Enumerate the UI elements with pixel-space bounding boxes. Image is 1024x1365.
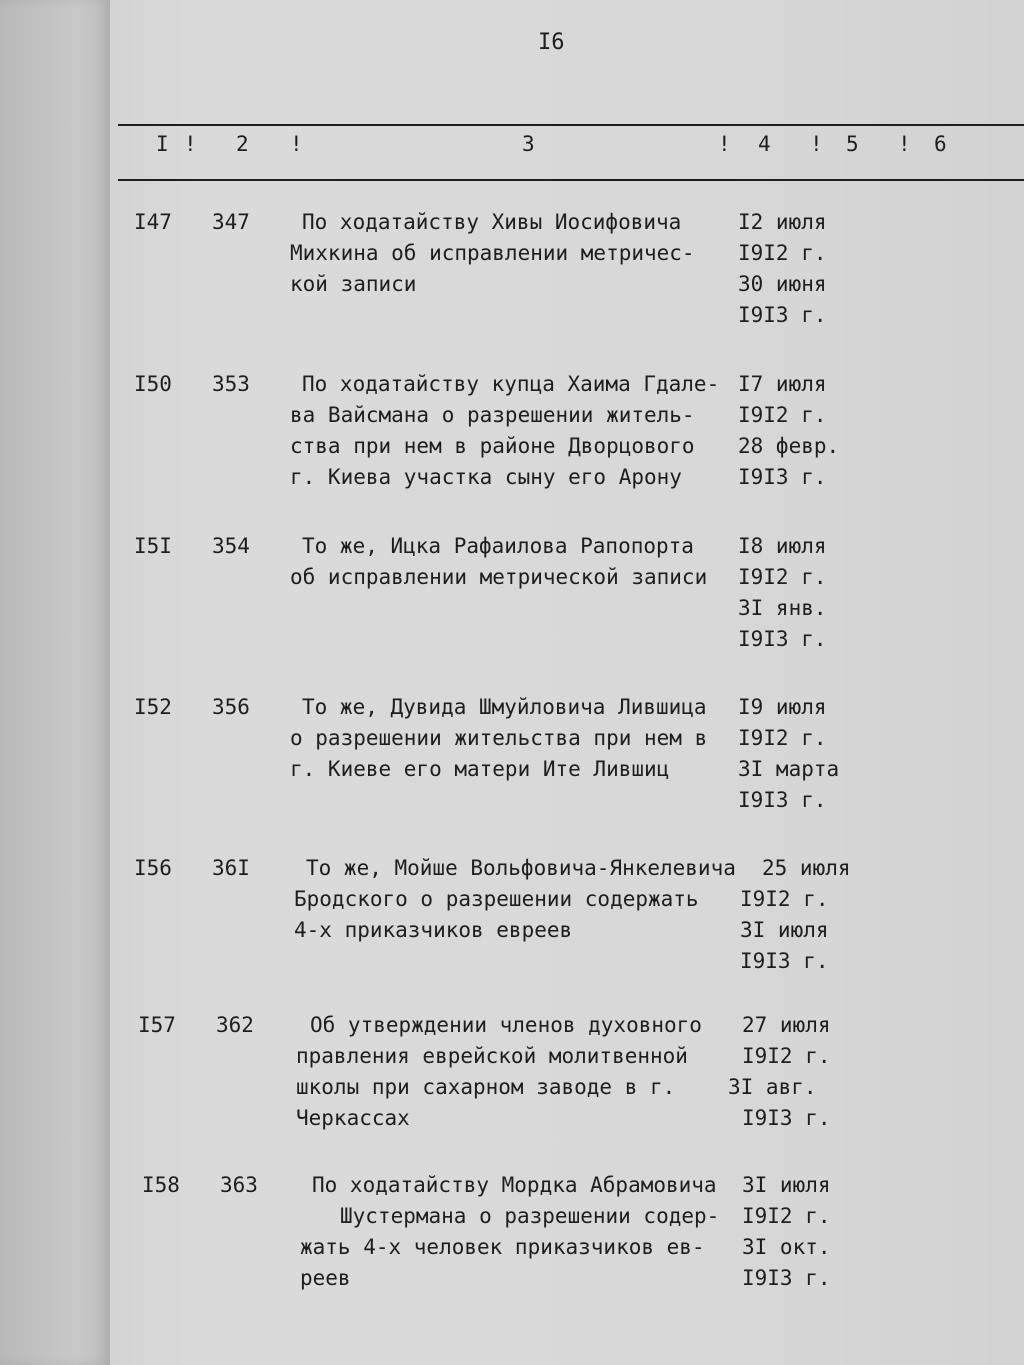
- entry-number: I47: [134, 210, 172, 234]
- date-end-year: I9I3 г.: [742, 1266, 831, 1290]
- column-separator-2: !: [290, 132, 303, 156]
- date-end-day: 28 февр.: [738, 434, 840, 458]
- date-start-year: I9I2 г.: [738, 726, 827, 750]
- date-start-year: I9I2 г.: [742, 1204, 831, 1228]
- entry-reference: 362: [216, 1013, 254, 1037]
- description-line: ства при нем в районе Дворцового: [290, 434, 695, 458]
- entry-number: I58: [142, 1173, 180, 1197]
- date-end-year: I9I3 г.: [738, 465, 827, 489]
- entry-number: I5I: [134, 534, 172, 558]
- column-header-6: 6: [934, 132, 947, 156]
- date-end-day: 3I янв.: [738, 596, 827, 620]
- date-start-day: 3I июля: [742, 1173, 831, 1197]
- description-line: То же, Мойше Вольфовича-Янкелевича: [306, 856, 736, 880]
- column-separator-4: !: [810, 132, 823, 156]
- description-line: Бродского о разрешении содержать: [294, 887, 699, 911]
- description-line: Михкина об исправлении метричес-: [290, 241, 695, 265]
- date-start-day: I9 июля: [738, 695, 827, 719]
- description-line: 4-х приказчиков евреев: [294, 918, 573, 942]
- entry-reference: 354: [212, 534, 250, 558]
- description-line: По ходатайству Хивы Иосифовича: [302, 210, 682, 234]
- entry-reference: 36I: [212, 856, 250, 880]
- table-header-top-rule: [118, 124, 1024, 126]
- entry-reference: 347: [212, 210, 250, 234]
- description-line: То же, Дувида Шмуйловича Лившица: [302, 695, 707, 719]
- description-line: об исправлении метрической записи: [290, 565, 708, 589]
- description-line: Об утверждении членов духовного: [310, 1013, 702, 1037]
- column-header-1: I: [156, 132, 169, 156]
- date-start-year: I9I2 г.: [738, 403, 827, 427]
- description-line: Шустермана о разрешении содер-: [340, 1204, 720, 1228]
- date-start-year: I9I2 г.: [738, 565, 827, 589]
- entry-number: I52: [134, 695, 172, 719]
- entry-reference: 356: [212, 695, 250, 719]
- column-separator-1: !: [184, 132, 197, 156]
- date-start-year: I9I2 г.: [742, 1044, 831, 1068]
- date-end-year: I9I3 г.: [740, 949, 829, 973]
- date-end-year: I9I3 г.: [738, 788, 827, 812]
- column-separator-5: !: [898, 132, 911, 156]
- description-line: кой записи: [290, 272, 417, 296]
- entry-number: I50: [134, 372, 172, 396]
- previous-page-edge: [0, 0, 110, 1365]
- description-line: Черкассах: [296, 1106, 410, 1130]
- date-start-day: 27 июля: [742, 1013, 831, 1037]
- date-end-year: I9I3 г.: [742, 1106, 831, 1130]
- entry-number: I57: [138, 1013, 176, 1037]
- column-header-3: 3: [522, 132, 535, 156]
- entry-reference: 363: [220, 1173, 258, 1197]
- description-line: жать 4-х человек приказчиков ев-: [300, 1235, 705, 1259]
- column-header-4: 4: [758, 132, 771, 156]
- date-start-day: 25 июля: [762, 856, 851, 880]
- description-line: По ходатайству купца Хаима Гдале-: [302, 372, 720, 396]
- entry-reference: 353: [212, 372, 250, 396]
- date-end-year: I9I3 г.: [738, 627, 827, 651]
- description-line: о разрешении жительства при нем в: [290, 726, 708, 750]
- page-number: I6: [538, 30, 565, 55]
- description-line: правления еврейской молитвенной: [296, 1044, 688, 1068]
- column-header-2: 2: [236, 132, 249, 156]
- date-start-year: I9I2 г.: [738, 241, 827, 265]
- description-line: реев: [300, 1266, 351, 1290]
- description-line: То же, Ицка Рафаилова Рапопорта: [302, 534, 694, 558]
- date-end-day: 3I авг.: [728, 1075, 817, 1099]
- date-end-day: 3I окт.: [742, 1235, 831, 1259]
- description-line: г. Киеве его матери Ите Лившиц: [290, 757, 670, 781]
- date-end-day: 3I марта: [738, 757, 840, 781]
- entry-number: I56: [134, 856, 172, 880]
- date-start-day: I2 июля: [738, 210, 827, 234]
- column-header-5: 5: [846, 132, 859, 156]
- date-start-day: I8 июля: [738, 534, 827, 558]
- table-header-bottom-rule: [118, 179, 1024, 181]
- date-end-day: 30 июня: [738, 272, 827, 296]
- date-start-day: I7 июля: [738, 372, 827, 396]
- date-start-year: I9I2 г.: [740, 887, 829, 911]
- column-separator-3: !: [718, 132, 731, 156]
- date-end-year: I9I3 г.: [738, 303, 827, 327]
- description-line: По ходатайству Мордка Абрамовича: [312, 1173, 717, 1197]
- description-line: г. Киева участка сыну его Арону: [290, 465, 682, 489]
- description-line: ва Вайсмана о разрешении житель-: [290, 403, 695, 427]
- description-line: школы при сахарном заводе в г.: [296, 1075, 676, 1099]
- date-end-day: 3I июля: [740, 918, 829, 942]
